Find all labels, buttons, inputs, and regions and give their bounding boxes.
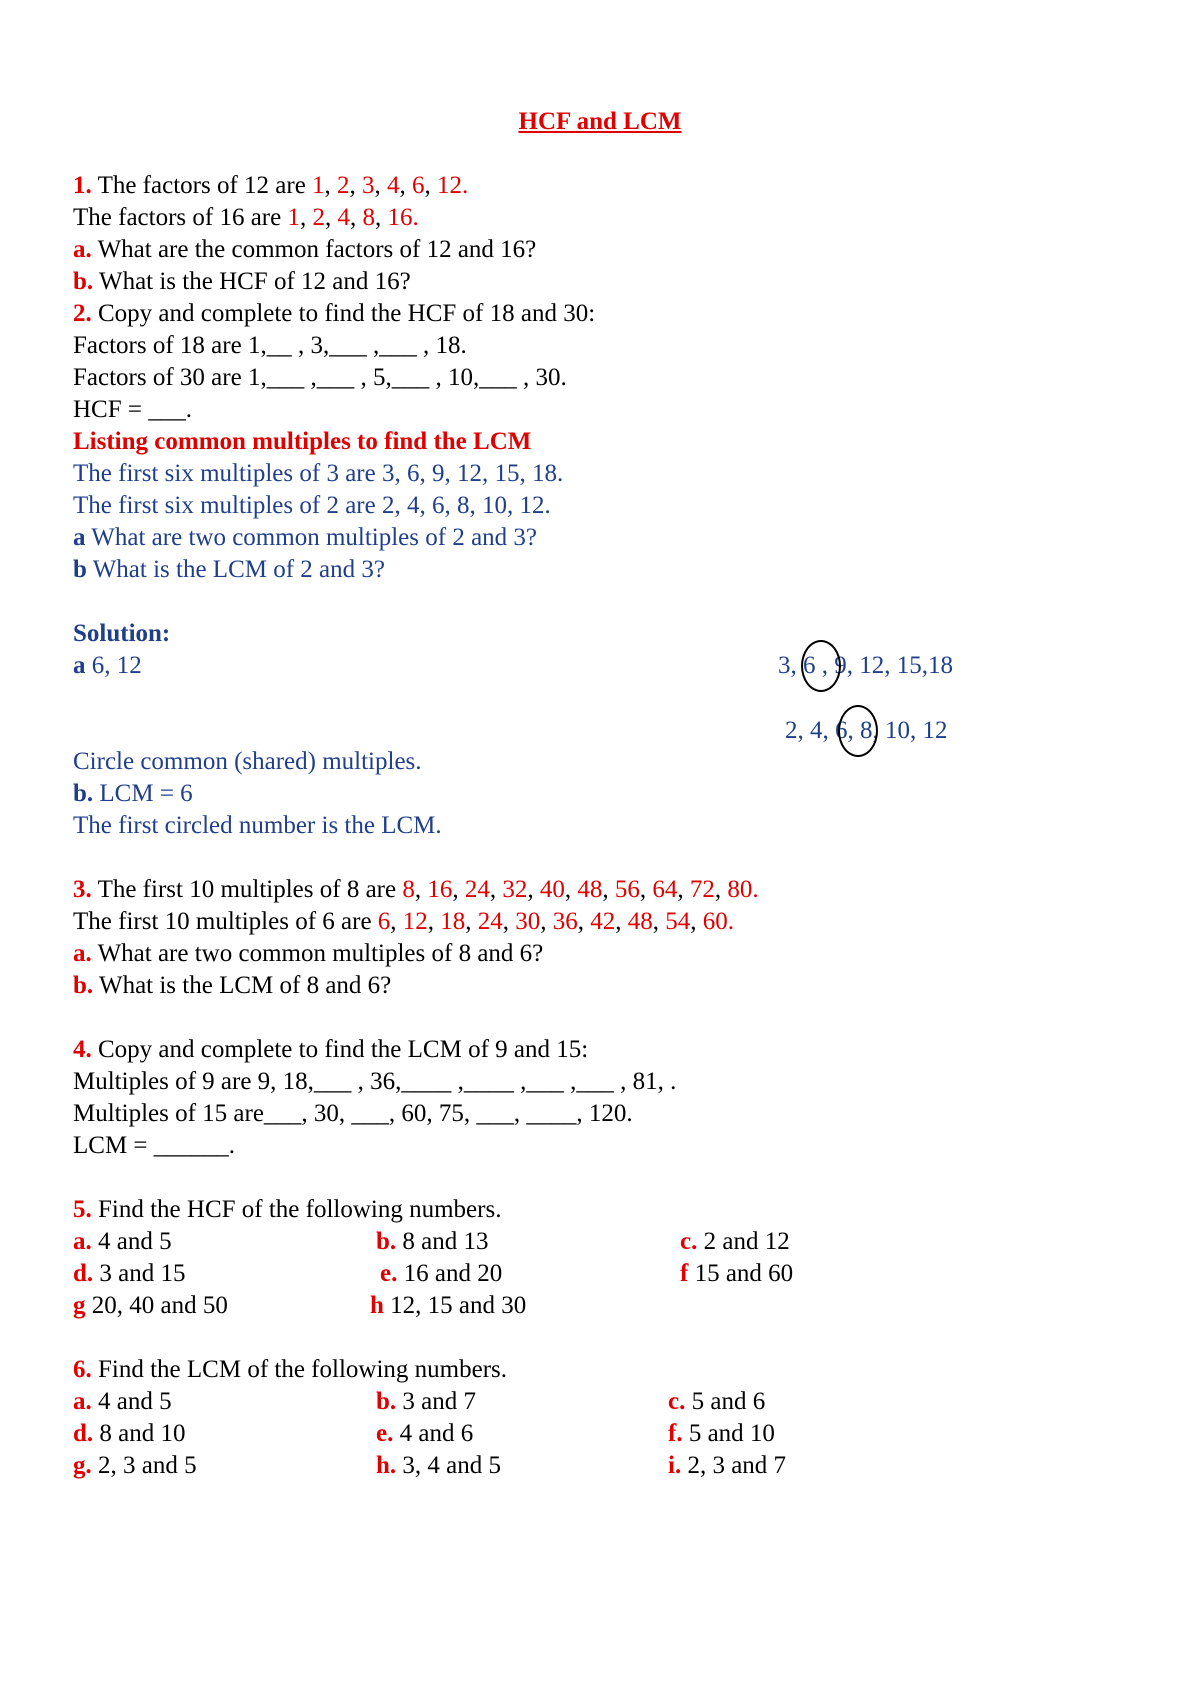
solution-heading: Solution: xyxy=(73,620,171,647)
circle-mark-6-top xyxy=(801,640,841,692)
list-number: 48 xyxy=(577,876,603,903)
list-number: 1 xyxy=(312,172,325,199)
list-number: 30 xyxy=(515,908,541,935)
list-number: 18 xyxy=(440,908,466,935)
q1-line1: 1. The factors of 12 are 1, 2, 3, 4, 6, 12. xyxy=(73,172,469,199)
q5-item: e. 16 and 20 xyxy=(380,1260,503,1287)
solution-a: a 6, 12 xyxy=(73,652,142,679)
q6-item: h. 3, 4 and 5 xyxy=(376,1452,502,1479)
list-number: 8 xyxy=(402,876,415,903)
list-number: 60 xyxy=(702,908,728,935)
multiples-of-8: 8, 16, 24, 32, 40, 48, 56, 64, 72, 80. xyxy=(402,876,759,903)
list-number: 4 xyxy=(387,172,400,199)
multiples-of-6: 6, 12, 18, 24, 30, 36, 42, 48, 54, 60. xyxy=(377,908,735,935)
list-number: 24 xyxy=(464,876,490,903)
list-number: 2 xyxy=(312,204,325,231)
list-number: 72 xyxy=(689,876,715,903)
q6-item: i. 2, 3 and 7 xyxy=(668,1452,787,1479)
list-number: 56 xyxy=(614,876,640,903)
list-number: 48 xyxy=(627,908,653,935)
page-title: HCF and LCM xyxy=(518,108,682,135)
list-number: 64 xyxy=(652,876,678,903)
list-number: 24 xyxy=(477,908,503,935)
list-number: 16 xyxy=(387,204,413,231)
q3-question-a: a. What are two common multiples of 8 and 6? xyxy=(73,940,544,967)
q5-item: b. 8 and 13 xyxy=(376,1228,489,1255)
q1-question-b: b. What is the HCF of 12 and 16? xyxy=(73,268,411,295)
q5-item: c. 2 and 12 xyxy=(680,1228,790,1255)
list-number: 32 xyxy=(502,876,528,903)
listing-heading: Listing common multiples to find the LCM xyxy=(73,428,532,455)
q6-item: d. 8 and 10 xyxy=(73,1420,186,1447)
list-number: 16 xyxy=(427,876,453,903)
list-number: 6 xyxy=(377,908,391,935)
q2-line2: Factors of 30 are 1,___ ,___ , 5,___ , 10,___ , 30. xyxy=(73,364,567,391)
circle-mark-6-bottom xyxy=(838,705,878,757)
q5-item: f 15 and 60 xyxy=(680,1260,794,1287)
list-number: 2 xyxy=(337,172,350,199)
factors-of-16: 1, 2, 4, 8, 16. xyxy=(287,204,419,231)
list-number: 6 xyxy=(412,172,425,199)
list-number: 12 xyxy=(402,908,428,935)
listing-line2: The first six multiples of 2 are 2, 4, 6, 8, 10, 12. xyxy=(73,492,551,519)
q6-item: g. 2, 3 and 5 xyxy=(73,1452,197,1479)
list-number: 40 xyxy=(539,876,565,903)
listing-line1: The first six multiples of 3 are 3, 6, 9, 12, 15, 18. xyxy=(73,460,564,487)
q6-item: b. 3 and 7 xyxy=(376,1388,477,1415)
q4-heading: 4. Copy and complete to find the LCM of 9 and 15: xyxy=(73,1036,589,1063)
q5-heading: 5. Find the HCF of the following numbers. xyxy=(73,1196,502,1223)
q6-item: e. 4 and 6 xyxy=(376,1420,474,1447)
multiples-of-3-row: 3, 6 , 9, 12, 15,18 xyxy=(778,652,953,679)
q3-line1: 3. The first 10 multiples of 8 are 8, 16, 24, 32, 40, 48, 56, 64, 72, 80. xyxy=(73,876,759,903)
list-number: 80 xyxy=(727,876,753,903)
list-number: 8 xyxy=(362,204,375,231)
listing-question-a: a What are two common multiples of 2 and 3? xyxy=(73,524,538,551)
q1-question-a: a. What are the common factors of 12 and 16? xyxy=(73,236,537,263)
q2-line1: Factors of 18 are 1,__ , 3,___ ,___ , 18. xyxy=(73,332,467,359)
circle-instruction: Circle common (shared) multiples. xyxy=(73,748,422,775)
list-number: 4 xyxy=(337,204,350,231)
list-number: 1 xyxy=(287,204,300,231)
q6-item: a. 4 and 5 xyxy=(73,1388,172,1415)
q4-line1: Multiples of 9 are 9, 18,___ , 36,____ ,____ ,___ ,___ , 81, . xyxy=(73,1068,677,1095)
q4-line2: Multiples of 15 are___, 30, ___, 60, 75, ___, ____, 120. xyxy=(73,1100,633,1127)
list-number: 3 xyxy=(362,172,375,199)
q1-line2: The factors of 16 are 1, 2, 4, 8, 16. xyxy=(73,204,419,231)
q3-question-b: b. What is the LCM of 8 and 6? xyxy=(73,972,392,999)
q4-line3: LCM = ______. xyxy=(73,1132,236,1159)
factors-of-12: 1, 2, 3, 4, 6, 12. xyxy=(312,172,469,199)
q6-item: f. 5 and 10 xyxy=(668,1420,775,1447)
list-number: 36 xyxy=(552,908,578,935)
q5-item: h 12, 15 and 30 xyxy=(370,1292,527,1319)
q5-item: a. 4 and 5 xyxy=(73,1228,172,1255)
q6-heading: 6. Find the LCM of the following numbers. xyxy=(73,1356,507,1383)
q2-heading: 2. Copy and complete to find the HCF of 18 and 30: xyxy=(73,300,596,327)
q6-item: c. 5 and 6 xyxy=(668,1388,766,1415)
multiples-of-2-row: 2, 4, 6, 8, 10, 12 xyxy=(785,717,948,744)
list-number: 42 xyxy=(590,908,616,935)
solution-b: b. LCM = 6 xyxy=(73,780,193,807)
q5-item: d. 3 and 15 xyxy=(73,1260,186,1287)
listing-question-b: b What is the LCM of 2 and 3? xyxy=(73,556,386,583)
q5-item: g 20, 40 and 50 xyxy=(73,1292,228,1319)
list-number: 12 xyxy=(437,172,463,199)
first-circled-note: The first circled number is the LCM. xyxy=(73,812,442,839)
list-number: 54 xyxy=(665,908,691,935)
q2-line3: HCF = ___. xyxy=(73,396,192,423)
q3-line2: The first 10 multiples of 6 are 6, 12, 18, 24, 30, 36, 42, 48, 54, 60. xyxy=(73,908,735,935)
